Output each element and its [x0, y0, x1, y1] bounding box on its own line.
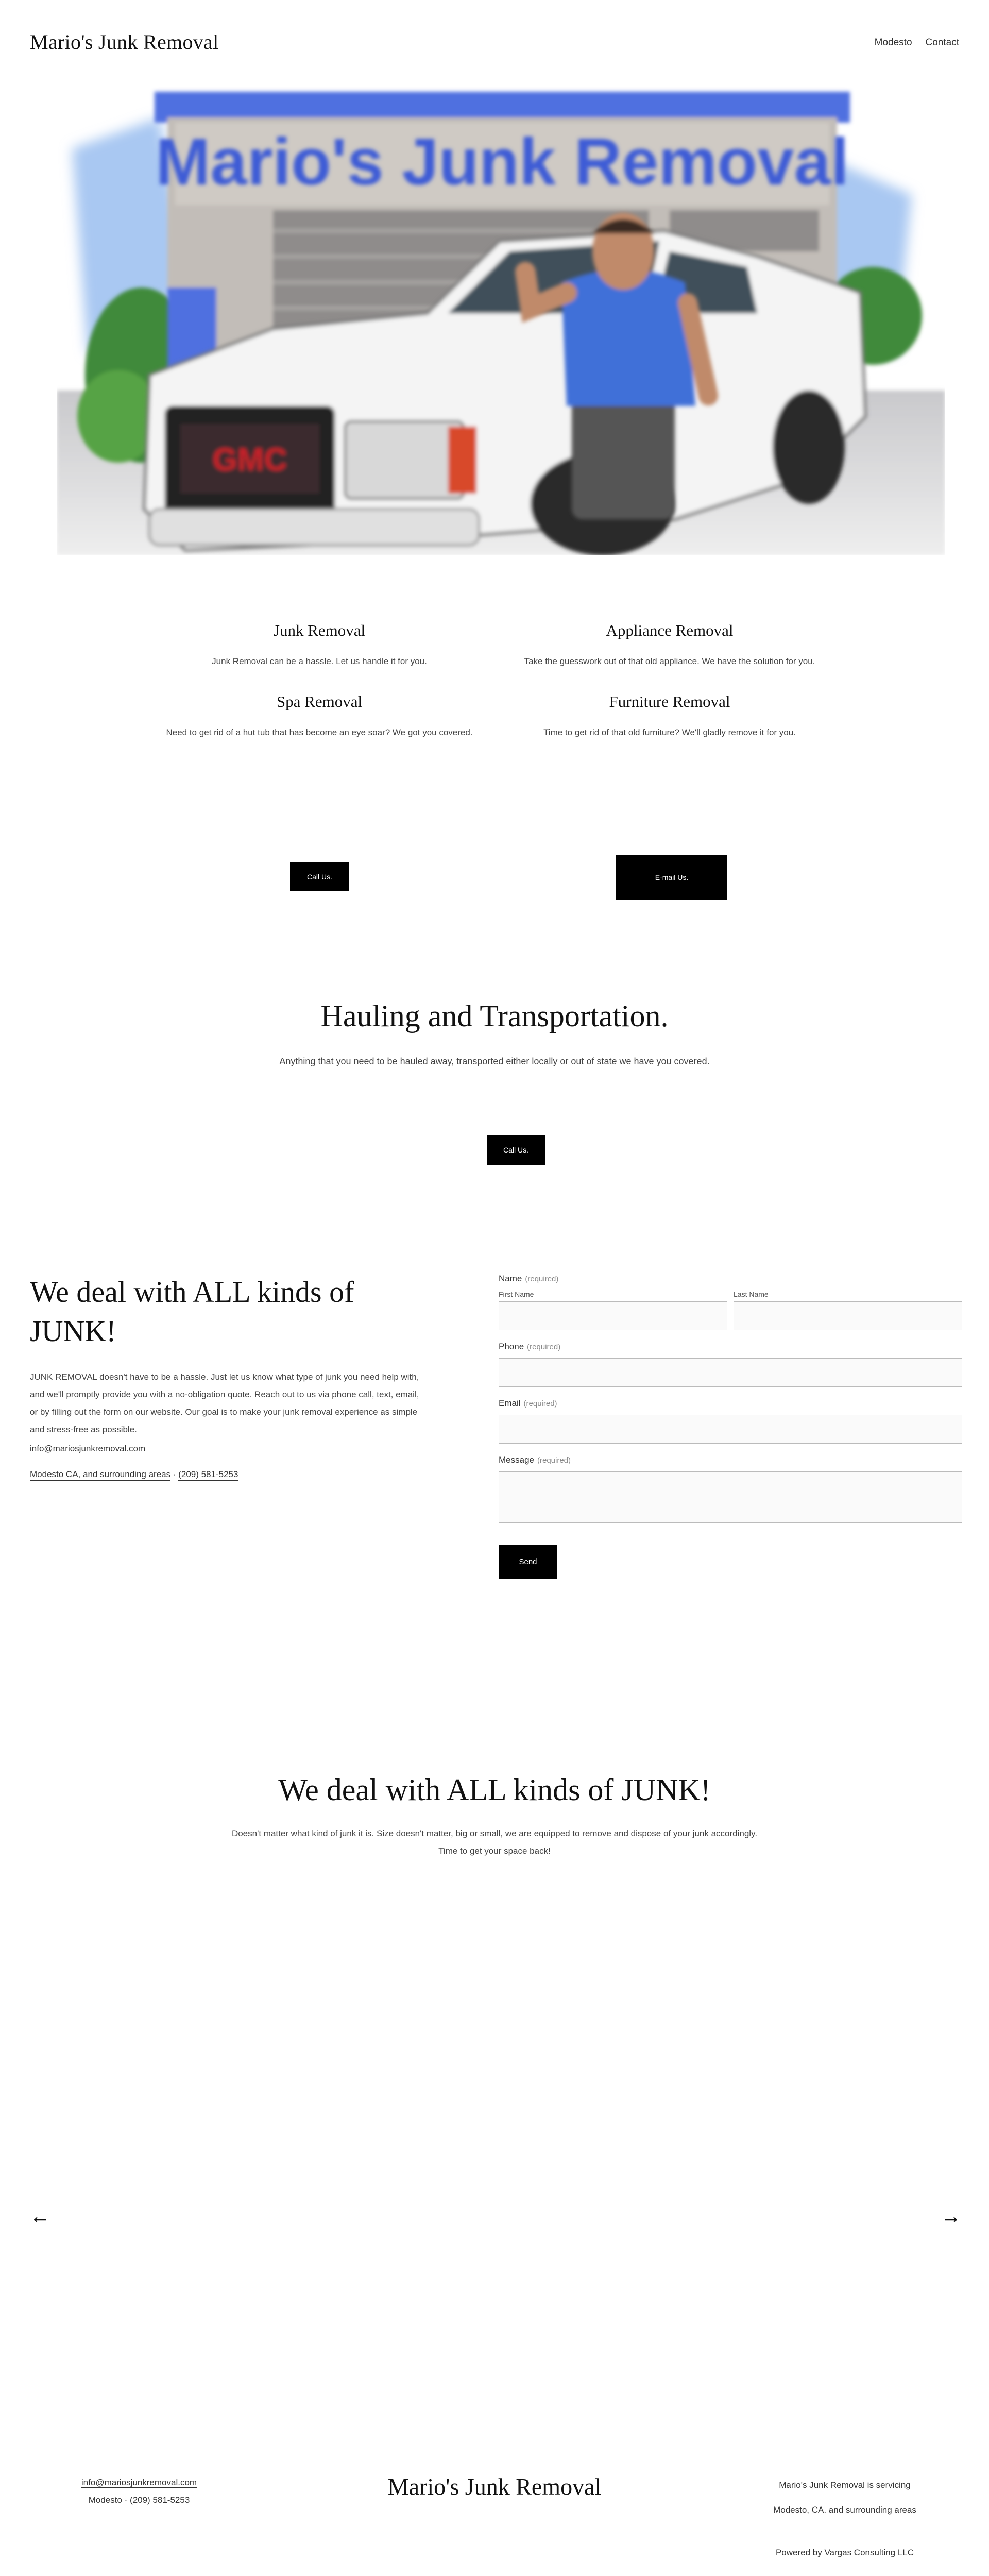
main-nav: [875, 37, 959, 48]
message-label: Message (required): [499, 1455, 571, 1465]
service-text: Time to get rid of that old furniture? We'll gladly remove it for you.: [543, 727, 796, 737]
contact-form: [499, 1274, 962, 1566]
service-furniture-removal: [510, 692, 829, 738]
service-text: Junk Removal can be a hassle. Let us handle it for you.: [212, 656, 427, 666]
last-name-label: Last Name: [734, 1290, 769, 1298]
send-button[interactable]: Send: [499, 1545, 557, 1579]
site-header: [0, 0, 989, 88]
contact-heading: We deal with ALL kinds of JUNK!: [30, 1275, 354, 1348]
gallery-prev-arrow-icon[interactable]: ←: [30, 2205, 50, 2228]
message-field[interactable]: [499, 1471, 962, 1523]
footer-city-phone: Modesto · (209) 581-5253: [88, 2495, 190, 2505]
footer-servicing-line1: Mario's Junk Removal is servicing: [779, 2480, 911, 2490]
service-text: Need to get rid of a hut tub that has become an eye soar? We got you covered.: [166, 727, 473, 737]
hero-image: [57, 87, 945, 555]
first-name-field[interactable]: [499, 1301, 727, 1330]
hero-illustration: [57, 87, 945, 555]
contact-email: info@mariosjunkremoval.com: [30, 1444, 146, 1453]
service-title: Appliance Removal: [606, 621, 734, 639]
footer-email-link[interactable]: info@mariosjunkremoval.com: [81, 2478, 197, 2487]
footer-servicing-line2: Modesto, CA. and surrounding areas: [773, 2505, 916, 2515]
address-separator: ·: [170, 1469, 179, 1479]
gallery-next-arrow-icon[interactable]: →: [941, 2205, 961, 2228]
footer-servicing: [757, 2473, 932, 2522]
first-name-label: First Name: [499, 1290, 534, 1298]
footer-site-title: Mario's Junk Removal: [387, 2473, 602, 2500]
junk-title: We deal with ALL kinds of JUNK!: [278, 1773, 711, 1807]
service-appliance-removal: [510, 621, 829, 667]
sign-text: Mario's Junk Removal: [155, 125, 849, 199]
phone-field[interactable]: [499, 1358, 962, 1387]
service-text: Take the guesswork out of that old appliance. We have the solution for you.: [524, 656, 815, 666]
nav-link-contact[interactable]: Contact: [925, 37, 959, 48]
email-label: Email (required): [499, 1398, 557, 1408]
nav-link-modesto[interactable]: Modesto: [874, 37, 912, 48]
service-junk-removal: [160, 621, 479, 667]
contact-body-text: JUNK REMOVAL doesn't have to be a hassle. Just let us know what type of junk you need help with, and we'll promptly provide you with a no-obligation quote. Reach out to us via phone call, text, email, or by filling out the form on our website. Our goal is to make your junk removal experience as simple and stress-free as possible.: [30, 1372, 419, 1434]
call-us-button[interactable]: Call Us.: [290, 862, 349, 891]
service-spa-removal: [160, 692, 479, 738]
email-field[interactable]: [499, 1415, 962, 1444]
hauling-text: Anything that you need to be hauled away, transported either locally or out of state we have you covered.: [279, 1056, 710, 1066]
hauling-call-button[interactable]: Call Us.: [487, 1135, 545, 1165]
grille-logo: GMC: [212, 442, 287, 478]
contact-address-line: [30, 1469, 238, 1480]
last-name-field[interactable]: [734, 1301, 962, 1330]
service-title: Spa Removal: [276, 692, 363, 710]
hauling-title: Hauling and Transportation.: [320, 999, 669, 1033]
footer-powered-by: Powered by Vargas Consulting LLC: [775, 2548, 914, 2557]
service-title: Furniture Removal: [609, 692, 730, 710]
site-title-link[interactable]: Mario's Junk Removal: [30, 30, 219, 54]
phone-label: Phone (required): [499, 1342, 561, 1351]
service-title: Junk Removal: [273, 621, 366, 639]
address-link[interactable]: Modesto CA, and surrounding areas: [30, 1469, 170, 1481]
name-label: Name (required): [499, 1274, 559, 1283]
email-us-button[interactable]: E-mail Us.: [616, 855, 727, 900]
name-row: [499, 1290, 962, 1330]
phone-link[interactable]: (209) 581-5253: [178, 1469, 238, 1481]
junk-text: Doesn't matter what kind of junk it is. Size doesn't matter, big or small, we are equipped to remove and dispose of your junk accordingly. Time to get your space back!: [231, 1828, 758, 1856]
